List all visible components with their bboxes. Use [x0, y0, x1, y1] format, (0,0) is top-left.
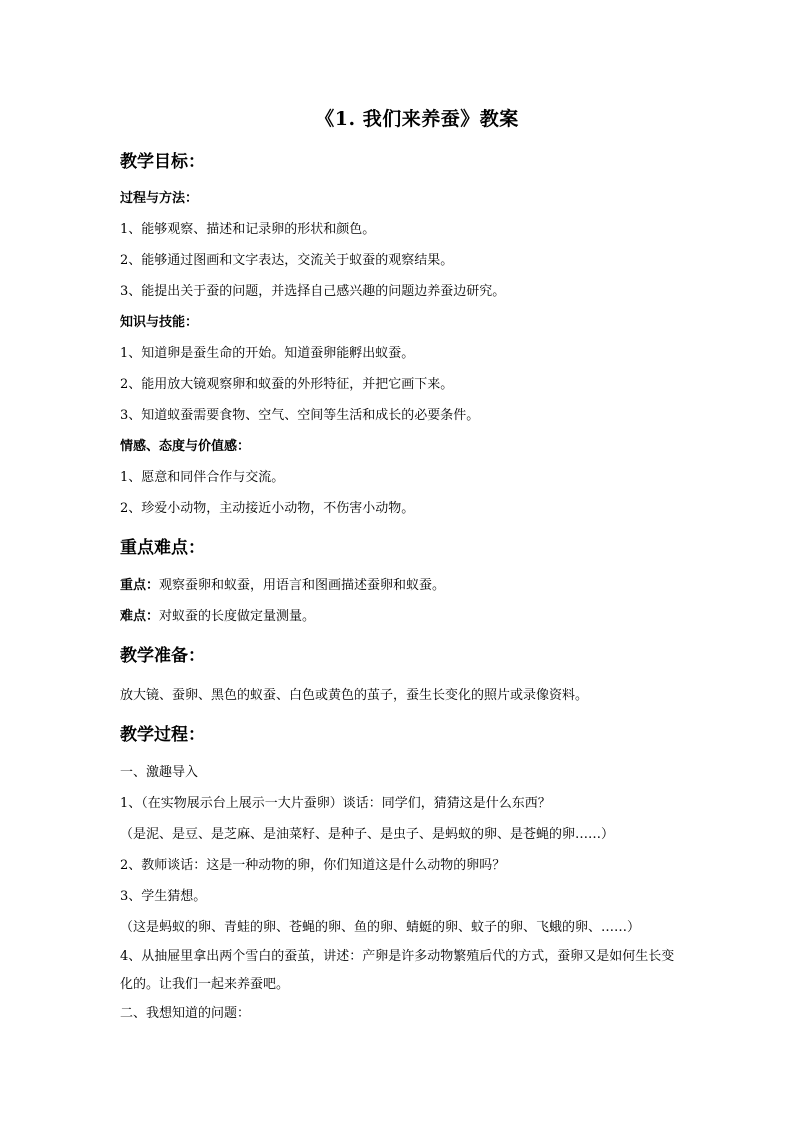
knowledge-skill-item-1: 1、知道卵是蚕生命的开始。知道蚕卵能孵出蚁蚕。 — [120, 346, 415, 361]
document-body — [120, 148, 680, 1025]
section-2-title: 二、我想知道的问题： — [120, 1006, 251, 1021]
section-1-title: 一、激趣导入 — [120, 765, 199, 780]
process-method-item-1: 1、能够观察、描述和记录卵的形状和颜色。 — [120, 222, 376, 237]
process-method-item-3: 3、能提出关于蚕的问题，并选择自己感兴趣的问题边养蚕边研究。 — [120, 284, 506, 299]
process-method-item-2: 2、能够通过图画和文字表达，交流关于蚁蚕的观察结果。 — [120, 253, 454, 268]
process-line-3: 2、教师谈话：这是一种动物的卵，你们知道这是什么动物的卵吗？ — [120, 858, 506, 873]
teaching-process-heading: 教学过程： — [120, 725, 205, 745]
process-line-1: 1、（在实物展示台上展示一大片蚕卵）谈话：同学们，猜猜这是什么东西？ — [120, 796, 551, 811]
knowledge-skill-item-3: 3、知道蚁蚕需要食物、空气、空间等生活和成长的必要条件。 — [120, 408, 480, 423]
objectives-heading: 教学目标： — [120, 152, 205, 172]
key-points-heading: 重点难点： — [120, 538, 205, 558]
process-method-heading: 过程与方法： — [120, 191, 199, 206]
process-line-4: 3、学生猜想。 — [120, 889, 207, 904]
preparation-text: 放大镜、蚕卵、黑色的蚁蚕、白色或黄色的茧子，蚕生长变化的照片或录像资料。 — [120, 688, 589, 703]
emotion-value-heading: 情感、态度与价值感： — [120, 439, 251, 454]
knowledge-skill-item-2: 2、能用放大镜观察卵和蚁蚕的外形特征，并把它画下来。 — [120, 377, 454, 392]
preparation-heading: 教学准备： — [120, 646, 205, 666]
difficult-point-line — [120, 606, 680, 628]
key-point-text: 观察蚕卵和蚁蚕，用语言和图画描述蚕卵和蚁蚕。 — [159, 578, 446, 593]
process-line-2: （是泥、是豆、是芝麻、是油菜籽、是种子、是虫子、是蚂蚁的卵、是苍蝇的卵……） — [120, 827, 615, 842]
emotion-value-item-1: 1、愿意和同伴合作与交流。 — [120, 470, 285, 485]
process-line-6: 4、从抽屉里拿出两个雪白的蚕茧，讲述：产卵是许多动物繁殖后代的方式，蚕卵又是如何生长变化的。让我们一起来养蚕吧。 — [120, 949, 675, 992]
key-point-line — [120, 575, 680, 597]
emotion-value-item-2: 2、珍爱小动物，主动接近小动物，不伤害小动物。 — [120, 501, 415, 516]
process-line-5: （这是蚂蚁的卵、青蛙的卵、苍蝇的卵、鱼的卵、蜻蜓的卵、蚊子的卵、飞蛾的卵、……） — [120, 920, 641, 935]
knowledge-skill-heading: 知识与技能： — [120, 315, 199, 330]
key-point-label: 重点： — [120, 578, 160, 593]
document-title: 《1. 我们来养蚕》教案 — [315, 108, 519, 130]
difficult-point-text: 对蚁蚕的长度做定量测量。 — [159, 609, 316, 624]
difficult-point-label: 难点： — [120, 609, 160, 624]
